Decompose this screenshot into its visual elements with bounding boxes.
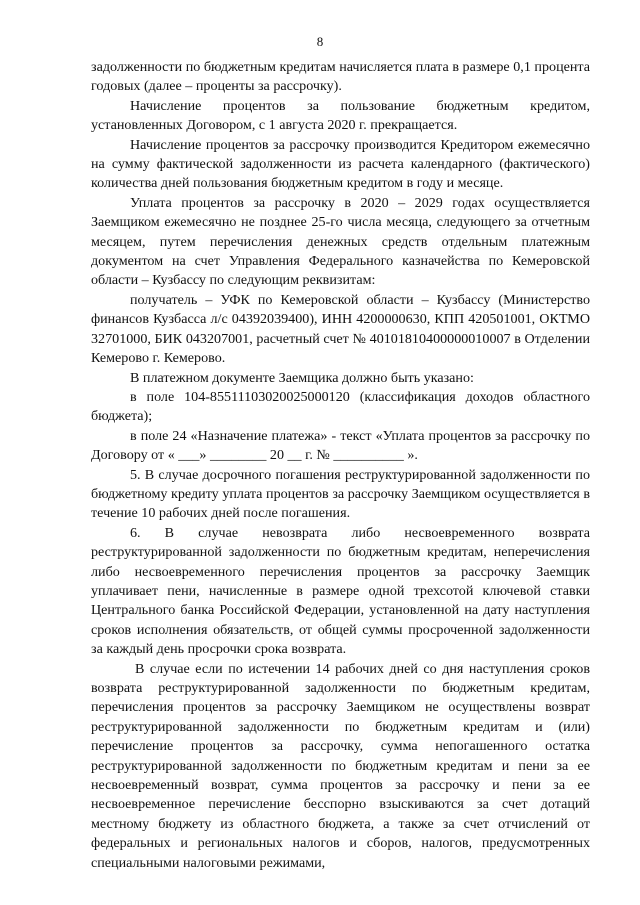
paragraph-5: получатель – УФК по Кемеровской области – Кузбассу (Министерство финансов Кузбасса л/с 04392039400), ИНН 4200000630, КПП 420501001, ОКТМО 32701000, БИК 043207001, расчетный счет № 40101810400000010007 в Отделении Кемерово г. Кемерово. [91, 291, 590, 367]
page-number: 8 [316, 34, 324, 49]
paragraph-9: 5. В случае досрочного погашения реструктурированной задолженности по бюджетному кредиту уплата процентов за рассрочку Заемщиком осуществляется в течение 10 рабочих дней после погашения. [91, 466, 590, 522]
document-body [91, 58, 590, 873]
paragraph-1: задолженности по бюджетным кредитам начисляется плата в размере 0,1 процента годовых (далее – проценты за рассрочку). [91, 59, 590, 95]
paragraph-8: в поле 24 «Назначение платежа» - текст «Уплата процентов за рассрочку по Договору от « ___» ________ 20 __ г. № __________ ». [91, 427, 590, 464]
paragraph-7: в поле 104-85511103020025000120 (классификация доходов областного бюджета); [91, 388, 590, 425]
paragraph-6: В платежном документе Заемщика должно быть указано: [130, 369, 474, 386]
paragraph-4: Уплата процентов за рассрочку в 2020 – 2029 годах осуществляется Заемщиком ежемесячно не позднее 25-го числа месяца, следующего за отчетным месяцем, путем перечисления денежных средств отдельным платежным документом на счет Управления Федерального казначейства по Кемеровской области – Кузбассу по следующим реквизитам: [91, 194, 590, 289]
paragraph-3: Начисление процентов за рассрочку производится Кредитором ежемесячно на сумму фактической задолженности из расчета календарного (фактического) количества дней пользования бюджетным кредитом в году и месяце. [91, 136, 590, 192]
paragraph-11: В случае если по истечении 14 рабочих дней со дня наступления сроков возврата реструктурированной задолженности по бюджетным кредитам, перечисления процентов за рассрочку Заемщиком не осуществлены возврат реструктурированной задолженности по бюджетным кредитам и (или) перечисление процентов за рассрочку, сумма непогашенного остатка реструктурированной задолженности по бюджетным кредитам и пени за ее несвоевременный возврат, сумма процентов за рассрочку и пени за ее несвоевременное перечисление бесспорно взыскиваются за счет дотаций местному бюджету из областного бюджета, а также за счет отчислений от федеральных и региональных налогов и сборов, налогов, предусмотренных специальными налоговыми режимами, [91, 660, 590, 871]
paragraph-2: Начисление процентов за пользование бюджетным кредитом, установленных Договором, с 1 августа 2020 г. прекращается. [91, 97, 590, 134]
paragraph-10: 6. В случае невозврата либо несвоевременного возврата реструктурированной задолженности по бюджетным кредитам, неперечисления либо несвоевременного перечисления процентов за рассрочку Заемщик уплачивает пени, начисленные в размере одной трехсотой ключевой ставки Центрального банка Российской Федерации, установленной на дату наступления сроков исполнения обязательств, от общей суммы просроченной задолженности за каждый день просрочки срока возврата. [91, 524, 590, 658]
